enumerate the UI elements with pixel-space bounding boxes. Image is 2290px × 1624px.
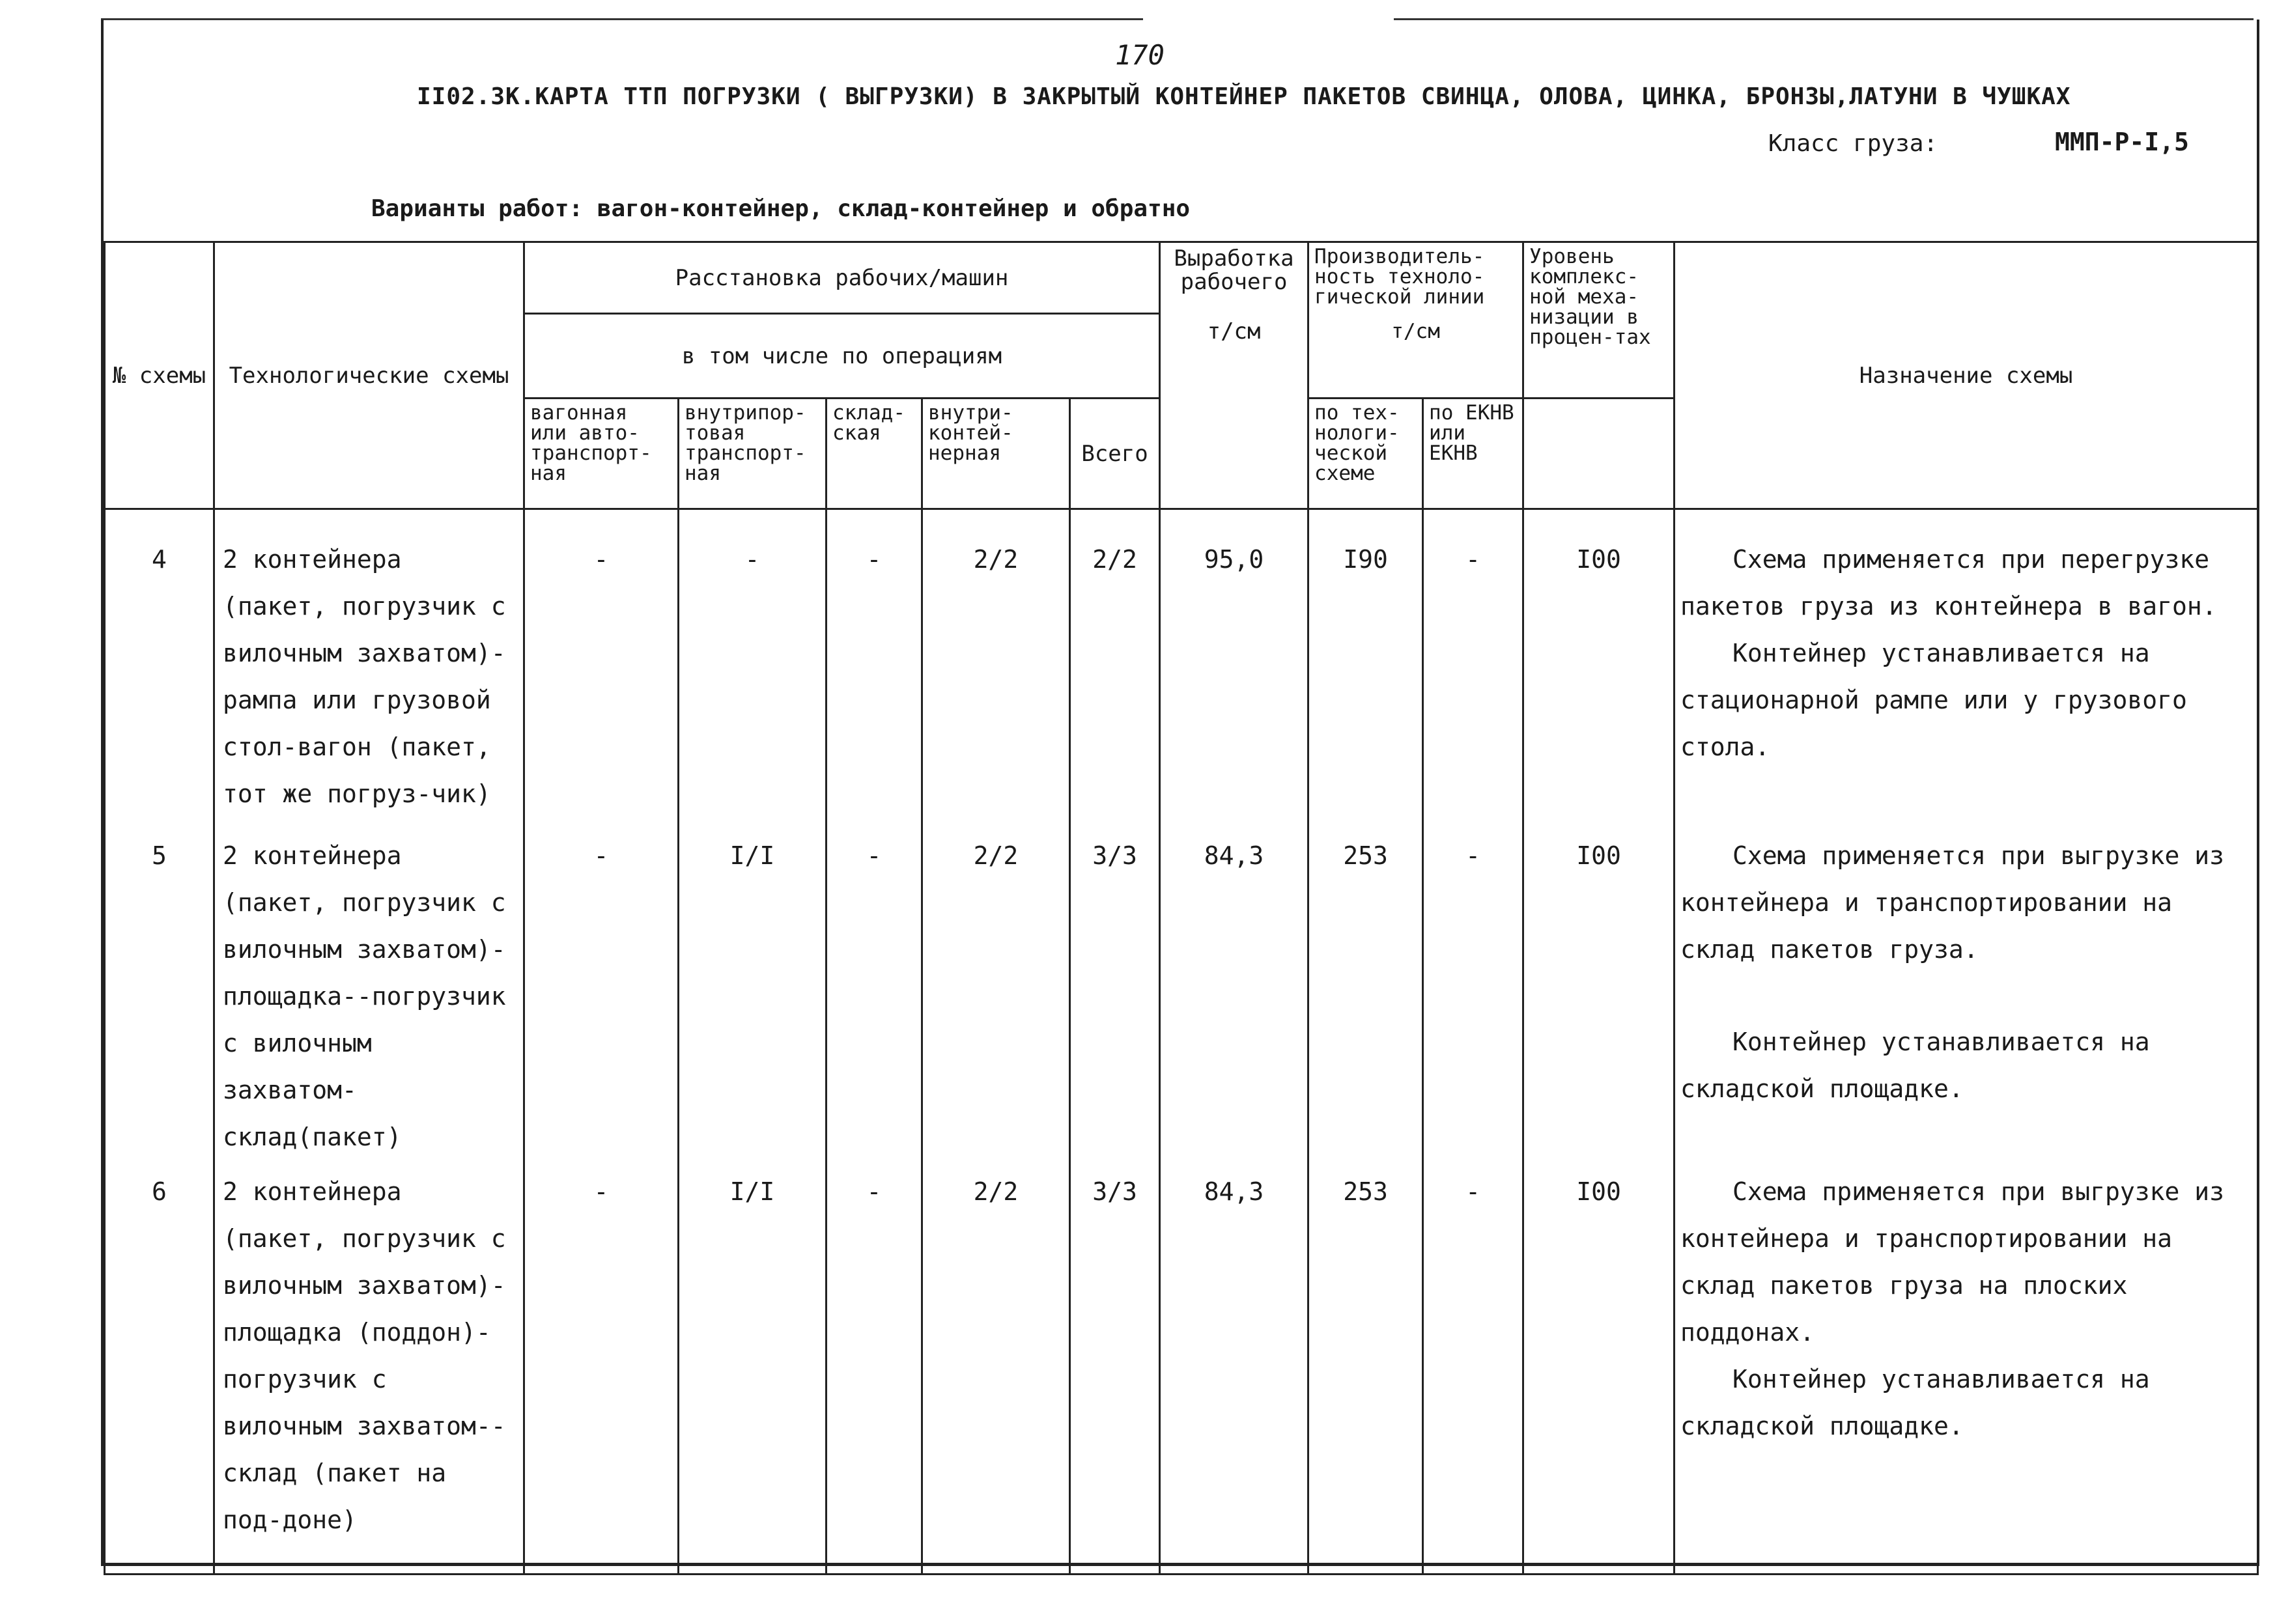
header-by-operations: в том числе по операциям <box>524 314 1160 399</box>
header-output-label: Выработка рабочего <box>1174 245 1294 295</box>
row-4-purpose-p2: Контейнер устанавливается на стационарной рампе или у грузового стола. <box>1680 639 2187 761</box>
row-6-wagon: - <box>524 1164 679 1575</box>
row-6-scheme: 2 контейнера (пакет, погрузчик с вилочным захватом)-площадка (поддон)-погрузчик с вилочным захватом--склад (пакет на под-доне) <box>214 1164 524 1575</box>
header-productivity <box>1308 242 1523 399</box>
row-6-purpose <box>1675 1164 2258 1575</box>
header-op-internal: внутрипор-товая транспорт-ная <box>679 399 827 509</box>
row-4-warehouse: - <box>827 509 922 828</box>
row-6-prod-ekn: - <box>1423 1164 1523 1575</box>
row-6-mech: I00 <box>1523 1164 1675 1575</box>
row-4-prod-ekn: - <box>1423 509 1523 828</box>
header-mech-blank <box>1523 399 1675 509</box>
row-6-prod-tech: 253 <box>1308 1164 1423 1575</box>
row-4-wagon: - <box>524 509 679 828</box>
row-6-total: 3/3 <box>1070 1164 1160 1575</box>
row-5-purpose <box>1675 828 2258 1164</box>
row-5-warehouse: - <box>827 828 922 1164</box>
row-4-prod-tech: I90 <box>1308 509 1423 828</box>
row-4-total: 2/2 <box>1070 509 1160 828</box>
row-4-internal: - <box>679 509 827 828</box>
row-4-output: 95,0 <box>1160 509 1308 828</box>
row-5-output: 84,3 <box>1160 828 1308 1164</box>
row-5-wagon: - <box>524 828 679 1164</box>
header-placement: Расстановка рабочих/машин <box>524 242 1160 314</box>
row-6-purpose-p1: Схема применяется при выгрузке из контейнера и транспортировании на склад пакетов груза на плоских поддонах. <box>1680 1177 2225 1347</box>
row-4-scheme: 2 контейнера (пакет, погрузчик с вилочным захватом)-рампа или грузовой стол-вагон (пакет, тот же погруз-чик) <box>214 509 524 828</box>
row-5-scheme: 2 контейнера (пакет, погрузчик с вилочным захватом)-площадка--погрузчик с вилочным захватом-склад(пакет) <box>214 828 524 1164</box>
work-variants: Варианты работ: вагон-контейнер, склад-контейнер и обратно <box>371 195 1191 222</box>
page-number: 170 <box>1115 39 1165 71</box>
row-5-no: 5 <box>105 828 214 1164</box>
header-mechanization: Уровень комплекс-ной меха-низации в процен-тах <box>1523 242 1675 399</box>
cargo-class-label: Класс груза: <box>1768 130 1938 157</box>
tech-scheme-table <box>104 241 2259 1575</box>
row-6-intra: 2/2 <box>922 1164 1070 1575</box>
row-4-intra: 2/2 <box>922 509 1070 828</box>
header-op-total: Всего <box>1070 399 1160 509</box>
header-op-warehouse: склад-ская <box>827 399 922 509</box>
page-title: II02.3K.КАРТА ТТП ПОГРУЗКИ ( ВЫГРУЗКИ) В ЗАКРЫТЫЙ КОНТЕЙНЕР ПАКЕТОВ СВИНЦА, ОЛОВА, ЦИНКА, БРОНЗЫ,ЛАТУНИ В ЧУШКАХ <box>417 83 2071 110</box>
header-purpose: Назначение схемы <box>1675 242 2258 509</box>
row-4-purpose-p1: Схема применяется при перегрузке пакетов груза из контейнера в вагон. <box>1680 545 2217 621</box>
row-4-purpose <box>1675 509 2258 828</box>
row-6-output: 84,3 <box>1160 1164 1308 1575</box>
header-op-wagon: вагонная или авто-транспорт-ная <box>524 399 679 509</box>
row-5-purpose-p1: Схема применяется при выгрузке из контейнера и транспортировании на склад пакетов груза. <box>1680 841 2225 964</box>
header-op-intra: внутри-контей-нерная <box>922 399 1070 509</box>
row-6-internal: I/I <box>679 1164 827 1575</box>
header-output <box>1160 242 1308 509</box>
row-4-no: 4 <box>105 509 214 828</box>
row-5-total: 3/3 <box>1070 828 1160 1164</box>
row-6-warehouse: - <box>827 1164 922 1575</box>
row-5-purpose-p2: Контейнер устанавливается на складской площадке. <box>1680 1027 2150 1103</box>
row-6-no: 6 <box>105 1164 214 1575</box>
header-prod-ekn: по ЕКНВ или ЕКНВ <box>1423 399 1523 509</box>
row-4-mech: I00 <box>1523 509 1675 828</box>
row-5-prod-ekn: - <box>1423 828 1523 1164</box>
row-6-purpose-p2: Контейнер устанавливается на складской площадке. <box>1680 1364 2150 1440</box>
header-productivity-label: Производитель-ность техноло-гической линии <box>1314 245 1485 309</box>
row-5-internal: I/I <box>679 828 827 1164</box>
header-tech-schemes: Технологические схемы <box>214 242 524 509</box>
header-prod-tech: по тех-нологи-ческой схеме <box>1308 399 1423 509</box>
row-5-prod-tech: 253 <box>1308 828 1423 1164</box>
row-5-mech: I00 <box>1523 828 1675 1164</box>
cargo-class-value: ММП-Р-I,5 <box>2055 128 2189 156</box>
header-productivity-unit: т/см <box>1391 320 1440 343</box>
header-scheme-no: № схемы <box>105 242 214 509</box>
row-5-intra: 2/2 <box>922 828 1070 1164</box>
header-output-unit: т/см <box>1207 318 1261 344</box>
